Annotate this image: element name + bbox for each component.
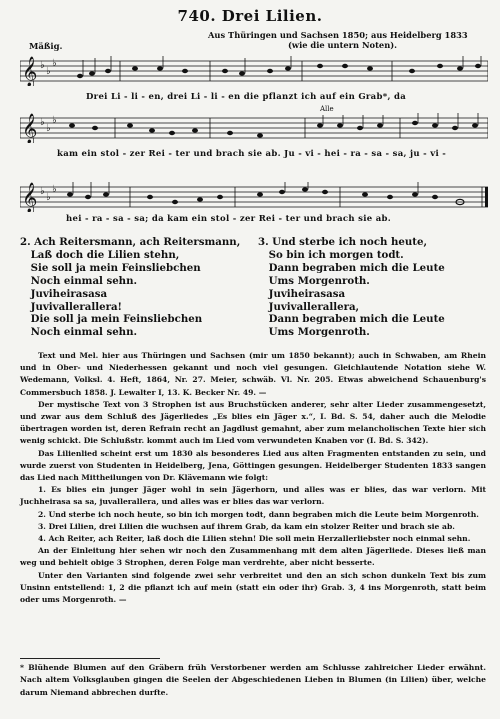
chorus-label: Alle [320,105,334,113]
song-title: 740. Drei Lilien. [177,7,323,25]
svg-text:♭: ♭ [46,66,51,77]
note-paragraph: Unter den Varianten sind folgende zwei sehr verbreitet und den an sich schon dunkeln Text bis zum Unsinn entstellend: 1, 2 die pflanzt ich auf mein (statt ein oder ihr) Grab. 3, 4 ins Morgenroth, statt beim oder ums Morgenroth. — [20,570,486,605]
svg-text:♭: ♭ [52,115,57,126]
svg-text:𝄞: 𝄞 [22,183,38,212]
tempo-marking: Mäßig. [29,42,63,52]
svg-text:♭: ♭ [52,58,57,69]
quoted-stanza: 4. Ach Reiter, ach Reiter, laß doch die Lilien stehn! Die soll mein Herzallerliebster noch einmal sehn. [38,534,471,544]
lyrics-line-3: hei - ra - sa - sa; da kam ein stol - zer Rei - ter und brach sie ab. [66,214,392,224]
footnote-divider [20,658,160,659]
music-staff-3 [20,182,488,212]
note-paragraph: An der Einleitung hier sehen wir noch den Zusammenhang mit dem alten Jägerliede. Dieses ließ man weg und behielt obige 3 Strophen, deren Folge man verdrehte, aber nicht besserte. [20,546,486,568]
source-note [208,30,468,50]
svg-text:♭: ♭ [40,186,45,197]
music-staff-2 [20,113,488,143]
svg-text:𝄞: 𝄞 [22,57,38,86]
lyrics-line-2: kam ein stol - zer Rei - ter und brach sie ab. Ju - vi - hei - ra - sa - sa, ju - vi - [57,149,447,159]
source-line-1: Aus Thüringen und Sachsen 1850; aus Heidelberg 1833 [208,30,468,40]
quoted-stanza: 3. Drei Lilien, drei Lilien die wuchsen auf ihrem Grab, da kam ein stolzer Reiter und brach sie ab. [38,521,455,531]
note-paragraph: Text und Mel. hier aus Thüringen und Sachsen (mir um 1850 bekannt); auch in Schwaben, am Rhein und in Ober- und Niederhessen gekannt und noch viel gesungen. Gleichlautende Notation siehe W. Wedemann, Volksl. 4. Heft, 1864, Nr. 27. Meier, schwäb. Vl. Nr. 205. Etwas abweichend Schauenburg's Commersbuch 1858. J. Lewalter I, 13. K. Becker Nr. 49. — [20,351,486,397]
svg-text:♭: ♭ [46,123,51,134]
note-paragraph: Das Lilienlied scheint erst um 1830 als besonderes Lied aus alten Fragmenten entstanden zu sein, und wurde zuerst von Studenten in Heidelberg, Jena, Göttingen gesungen. Heidelberger Studenten 1833 sangen das Lied nach Mittheilungen von Dr. Klävemann wie folgt: [20,448,486,483]
svg-text:♭: ♭ [52,184,57,195]
footnote: * Blühende Blumen auf den Gräbern früh Verstorbener werden am Schlusse zahlreicher Lieder erwähnt. Nach altem Volksglauben gingen die Seelen der Abgeschiedenen Lieben in Blumen (in Lilien) über, welche darum Niemand abbrechen durfte. [20,663,486,697]
source-line-2: (wie die untern Noten). [288,40,398,50]
quoted-stanza: 2. Und sterbe ich noch heute, so bin ich morgen todt, dann begraben mich die Leute beim Morgenroth. [38,509,479,519]
commentary [20,350,486,606]
svg-text:𝄞: 𝄞 [22,114,38,143]
music-staff-1 [20,56,488,86]
verse-3: 3. Und sterbe ich noch heute, So bin ich morgen todt. Dann begraben mich die Leute Ums Morgenroth. Juviheirasasa Juvivallerallera, Dann begraben mich die Leute Ums Morgenroth. [258,236,445,339]
lyrics-line-1: Drei Li - li - en, drei Li - li - en die pflanzt ich auf ein Grab*, da [86,92,407,102]
svg-text:♭: ♭ [40,117,45,128]
verse-2: 2. Ach Reitersmann, ach Reitersmann, Laß doch die Lilien stehn, Sie soll ja mein Feinsliebchen Noch einmal sehn. Juviheirasasa Juvivallerallera! Die soll ja mein Feinsliebchen Noch einmal sehn. [20,236,241,339]
svg-text:♭: ♭ [40,60,45,71]
svg-text:♭: ♭ [46,192,51,203]
quoted-stanza: 1. Es blies ein junger Jäger wohl in sein Jägerhorn, und alles was er blies, das war verlorn. Mit Juchheirasa sa sa, juvallerallera, und alles was er blies das war verlorn. [20,485,486,507]
note-paragraph: Der mystische Text von 3 Strophen ist aus Bruchstücken anderer, sehr alter Lieder zusammengesetzt, und zwar aus dem Schluß des Jägerliedes „Es blies ein Jäger x.“, I. Bd. S. 54, daher auch die Melodie übertragen worden ist, deren Refrain recht an Jagdlust gemahnt, aber zum melancholischen Texte hier sich wenig schickt. Die Schlußstr. kommt auch im Lied vom verwundeten Knaben vor (I. Bd. S. 342). [20,399,486,446]
